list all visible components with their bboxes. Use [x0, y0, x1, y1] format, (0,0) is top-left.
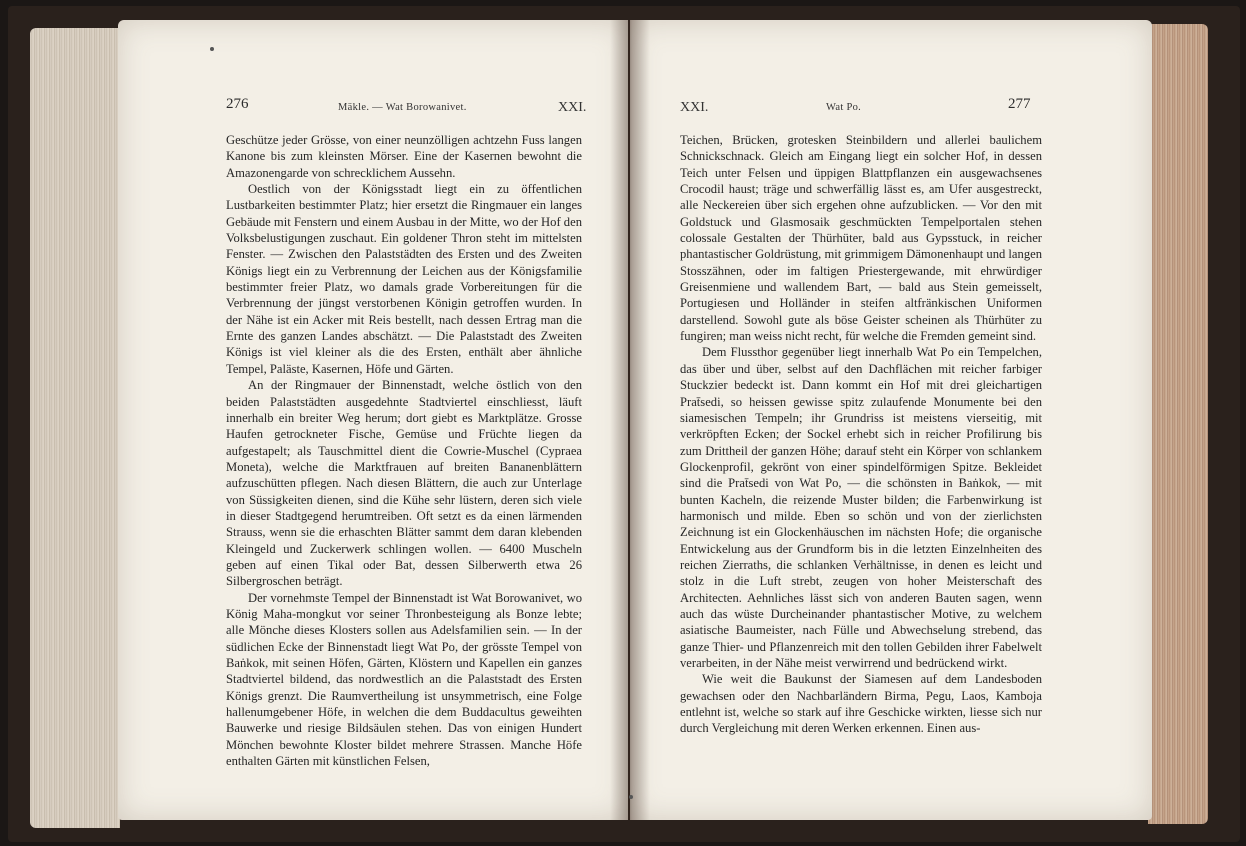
- paragraph: Geschütze jeder Grösse, von einer neunzölligen achtzehn Fuss langen Kanone bis zum kleinsten Mörser. Eine der Kasernen bewohnt die Amazonengarde von schrecklichem Aussehn.: [226, 133, 582, 180]
- left-page-body: [226, 132, 582, 769]
- paragraph: An der Ringmauer der Binnenstadt, welche östlich von den beiden Palaststädten ausgedehnte Stadtviertel einschliesst, läuft innerhalb ein breiter Weg herum; dort giebt es Marktplätze. Grosse Haufen getrockneter Fische, Gemüse und Früchte liegen da aufgestapelt; als Tauschmittel dient die Cowrie-Muschel (Cypraea Moneta), welche die Marktfrauen auf breiten Bananenblättern aufzuschütten pflegen. Nach diesen Blättern, die auch zur Unterlage von Süssigkeiten dienen, sind die Kühe sehr lüstern, deren sich viele in dieser Stadtgegend herumtreiben. Oft setzt es da einen lärmenden Strauss, wenn sie die erhaschten Blätter sammt dem daran klebenden Kleingeld und Zuckerwerk schlingen wollen. — 6400 Muscheln geben auf einen Tikal oder Bat, dessen Silberwerth etwa 26 Silbergroschen beträgt.: [226, 378, 582, 589]
- right-page-edges: [1148, 24, 1208, 824]
- left-page: [118, 20, 628, 820]
- right-page-body: [680, 132, 1042, 737]
- paragraph: Teichen, Brücken, grotesken Steinbildern und allerlei baulichem Schnickschnack. Gleich am Eingang liegt ein solcher Hof, in dessen Teich unter Felsen und üppigen Blattpflanzen ein ausgewachsenes Crocodil haust; träge und schwerfällig lässt es, am Ufer ausgestreckt, alle Neckereien über sich ergehen ohne aufzublicken. — Vor den mit Goldstuck und Glasmosaik geschmückten Tempelportalen stehen colossale Gestalten der Thürhüter, bald aus Gypsstuck, in reicher phantastischer Goldrüstung, mit grimmigem Dämonenhaupt und langen Stosszähnen, oder im faltigen Priestergewande, mit ehrwürdiger Greisenmiene und wallendem Bart, — bald aus Stein gemeisselt, Portugiesen und Holländer in steifen altfränkischen Uniformen darstellend. Sowohl gute als böse Geister scheinen als Thürhüter zu fungiren; man weiss nicht recht, für welche die Fremden gemeint sind.: [680, 133, 1043, 344]
- page-speck: [629, 795, 633, 799]
- right-page: [630, 20, 1152, 820]
- right-running-head: Wat Po.: [826, 102, 862, 113]
- left-page-edges: [30, 28, 120, 828]
- paragraph: Dem Flussthor gegenüber liegt innerhalb Wat Po ein Tempelchen, das über und über, selbst auf den Dachflächen mit reicher farbiger Stuckzier bedeckt ist. Dann kommt ein Hof mit drei gleichartigen Prat̄sedi, so heissen gewisse spitz zulaufende Monumente bei den siamesischen Tempeln; ihr Grundriss ist meistens vierseitig, mit verkröpften Ecken; der Sockel erhebt sich in reicher Profilirung bis zum Drittheil der ganzen Höhe; darauf steht ein Körper von schlankem Glockenprofil, gekrönt von einer spindelförmigen Spitze. Bekleidet sind die Prat̄sedi von Wat Po, — die schönsten in Baṅkok, — mit bunten Kacheln, die reizende Muster bilden; die Farbenwirkung ist harmonisch und milde. Eben so schön und von der zierlichsten Zeichnung ist ein Glockenhäuschen im nächsten Hofe; die organische Entwickelung aus der Grundform bis in die letzten Einzelnheiten des reichen Zierraths, die schlanken Verhältnisse, in denen es leicht und stolz in die Luft strebt, zeugen von hoher Meisterschaft des Architecten. Aehnliches lässt sich von anderen Bauten sagen, wenn auch das wüste Durcheinander phantastischer Motive, zu welchem asiatische Baumeister, nach Fülle und Abwechselung strebend, das ganze Thier- und Pflanzenreich mit den tollen Gebilden ihrer Fabelwelt verarbeiten, in der Nähe meist verwirrend und bedrückend wirkt.: [680, 345, 1042, 670]
- book-gutter: [610, 20, 650, 820]
- left-chapter-number: XXI.: [558, 100, 587, 115]
- left-page-number: 276: [226, 96, 249, 112]
- left-running-head: Mäkle. — Wat Borowanivet.: [338, 102, 467, 113]
- paragraph: Oestlich von der Königsstadt liegt ein zu öffentlichen Lustbarkeiten bestimmter Platz; hier ersetzt die Ringmauer ein langes Gebäude mit Fenstern und einem Ausbau in der Mitte, wo der Hof den Volksbelustigungen zuschaut. Ein goldener Thron steht im mittelsten Fenster. — Zwischen den Palaststädten des Ersten und des Zweiten Königs liegt ein zu Verbrennung der Leichen aus der Königsfamilie bestimmter freier Platz, wo damals grade Vorbereitungen für die Verbrennung der jüngst verstorbenen Königin getroffen wurden. In der Nähe ist ein Acker mit Reis bestellt, nach dessen Ertrag man die Ernte des ganzen Landes abschätzt. — Die Palaststadt des Zweiten Königs ist viel kleiner als die des Ersten, enthält aber ähnliche Tempel, Paläste, Kasernen, Höfe und Gärten.: [226, 182, 582, 376]
- right-chapter-number: XXI.: [680, 100, 709, 115]
- paragraph: Der vornehmste Tempel der Binnenstadt ist Wat Borowanivet, wo König Maha-mongkut vor seiner Thronbesteigung als Bonze lebte; alle Mönche dieses Klosters sollen aus Adelsfamilien sein. — In der südlichen Ecke der Binnenstadt liegt Wat Po, der grösste Tempel von Baṅkok, mit seinen Höfen, Gärten, Klöstern und Kapellen ein ganzes Stadtviertel bildend, das nordwestlich an die Palaststadt des Ersten Königs grenzt. Die Raumvertheilung ist unsymmetrisch, eine Folge hallenumgebener Höfe, in welchen die dem Buddacultus geweihten Bauwerke und riesige Bildsäulen stehen. Das von einigen Hundert Mönchen bewohnte Kloster bildet mehrere Strassen. Manche Höfe enthalten Gärten mit künstlichen Felsen,: [226, 590, 582, 769]
- paragraph: Wie weit die Baukunst der Siamesen auf dem Landesboden gewachsen oder den Nachbarländern Birma, Pegu, Laos, Kamboja entlehnt ist, welche so stark auf ihre Geschicke wirkten, liesse sich nur durch Vergleichung mit deren Werken erkennen. Einen aus-: [680, 672, 1042, 736]
- page-speck: [210, 47, 214, 51]
- right-page-number: 277: [1008, 96, 1031, 112]
- left-page-header: [118, 96, 628, 122]
- right-page-header: [630, 96, 1152, 122]
